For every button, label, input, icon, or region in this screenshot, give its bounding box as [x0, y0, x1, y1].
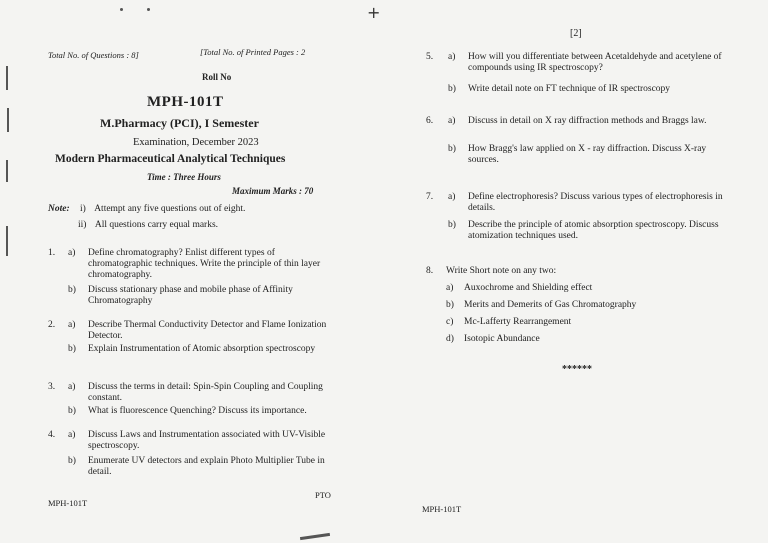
part-text: What is fluorescence Quenching? Discuss its importance. — [88, 406, 307, 416]
part-text: Enumerate UV detectors and explain Photo Multiplier Tube in detail. — [88, 456, 325, 477]
program-title: M.Pharmacy (PCI), I Semester — [100, 116, 259, 130]
scan-margin-mark — [7, 108, 9, 132]
maximum-marks: Maximum Marks : 70 — [232, 186, 314, 196]
total-printed-pages: [Total No. of Printed Pages : 2 — [200, 47, 306, 57]
note-text: Attempt any five questions out of eight. — [94, 204, 246, 214]
note-label: Note: — [48, 204, 70, 214]
question-number: 1. — [48, 248, 56, 258]
part-label: a) — [68, 430, 76, 440]
note-number: ii) — [78, 220, 87, 230]
subject-title: Modern Pharmaceutical Analytical Techniques — [55, 153, 286, 165]
question-7 — [426, 192, 736, 248]
question-number: 3. — [48, 382, 56, 392]
part-text: Explain Instrumentation of Atomic absorption spectroscopy — [88, 344, 316, 354]
part-label: b) — [448, 84, 456, 94]
footer-paper-code: MPH-101T — [48, 498, 88, 508]
part-text: Auxochrome and Shielding effect — [464, 283, 593, 293]
part-label: a) — [448, 116, 456, 126]
question-number: 2. — [48, 320, 56, 330]
part-label: a) — [68, 320, 76, 330]
part-text: Discuss the terms in detail: Spin-Spin Coupling and Coupling constant. — [88, 382, 323, 403]
paper-code: MPH-101T — [147, 94, 224, 110]
part-label: b) — [446, 300, 454, 310]
part-text: Describe the principle of atomic absorption spectroscopy. Discuss atomization techniques used. — [468, 220, 719, 241]
question-number: 4. — [48, 430, 56, 440]
question-number: 7. — [426, 192, 434, 202]
part-text: Discuss Laws and Instrumentation associated with UV-Visible spectroscopy. — [88, 430, 326, 451]
part-label: a) — [448, 52, 456, 62]
note-item — [78, 220, 218, 231]
part-label: a) — [68, 382, 76, 392]
scan-dot — [147, 8, 150, 11]
part-text: Discuss stationary phase and mobile phase of Affinity Chromatography — [88, 285, 293, 306]
page-number: [2] — [570, 28, 582, 39]
part-text: Merits and Demerits of Gas Chromatography — [464, 300, 637, 310]
part-label: b) — [68, 406, 76, 416]
right-page — [384, 0, 768, 543]
question-number: 8. — [426, 266, 434, 276]
part-label: b) — [68, 456, 76, 466]
part-text: Isotopic Abundance — [464, 334, 540, 344]
part-label: b) — [68, 344, 76, 354]
part-text: Define electrophoresis? Discuss various types of electrophoresis in details. — [468, 192, 723, 213]
part-text: Write detail note on FT technique of IR spectroscopy — [468, 84, 671, 94]
question-1 — [48, 248, 338, 312]
end-of-paper-stars: ****** — [562, 364, 592, 375]
scan-margin-mark — [6, 66, 8, 90]
total-questions: Total No. of Questions : 8] — [48, 50, 139, 60]
left-page — [0, 0, 372, 543]
part-label: a) — [68, 248, 76, 258]
please-turn-over: PTO — [315, 490, 331, 500]
part-label: d) — [446, 334, 454, 344]
part-label: b) — [448, 144, 456, 154]
time-allowed: Time : Three Hours — [147, 172, 221, 182]
part-label: b) — [448, 220, 456, 230]
scan-margin-mark — [6, 226, 8, 256]
part-label: b) — [68, 285, 76, 295]
scan-margin-mark — [6, 160, 8, 182]
part-text: Mc-Lafferty Rearrangement — [464, 317, 572, 327]
roll-no-label: Roll No — [202, 72, 232, 82]
question-4 — [48, 430, 338, 482]
part-text: How will you differentiate between Acetaldehyde and acetylene of compounds using IR spectroscopy? — [468, 52, 722, 73]
note-item — [80, 204, 245, 215]
part-text: How Bragg's law applied on X - ray diffraction. Discuss X-ray sources. — [468, 144, 707, 165]
note-text: All questions carry equal marks. — [94, 220, 219, 230]
part-label: a) — [448, 192, 456, 202]
footer-paper-code: MPH-101T — [422, 504, 462, 514]
question-number: 6. — [426, 116, 434, 126]
part-text: Discuss in detail on X ray diffraction methods and Braggs law. — [468, 116, 707, 126]
question-title: Write Short note on any two: — [446, 266, 557, 276]
question-6 — [426, 116, 736, 172]
question-3 — [48, 382, 338, 428]
question-2 — [48, 320, 338, 372]
part-label: a) — [446, 283, 454, 293]
center-registration-mark: + — [367, 3, 381, 22]
scan-margin-mark — [300, 533, 330, 540]
part-text: Define chromatography? Enlist different types of chromatographic techniques. Write the principle of thin layer chromatography. — [88, 248, 321, 280]
exam-session: Examination, December 2023 — [133, 137, 259, 148]
part-label: c) — [446, 317, 454, 327]
question-5 — [426, 52, 736, 100]
question-8 — [426, 266, 736, 350]
question-number: 5. — [426, 52, 434, 62]
note-number: i) — [80, 204, 86, 214]
part-text: Describe Thermal Conductivity Detector and Flame Ionization Detector. — [88, 320, 327, 341]
scan-dot — [120, 8, 123, 11]
